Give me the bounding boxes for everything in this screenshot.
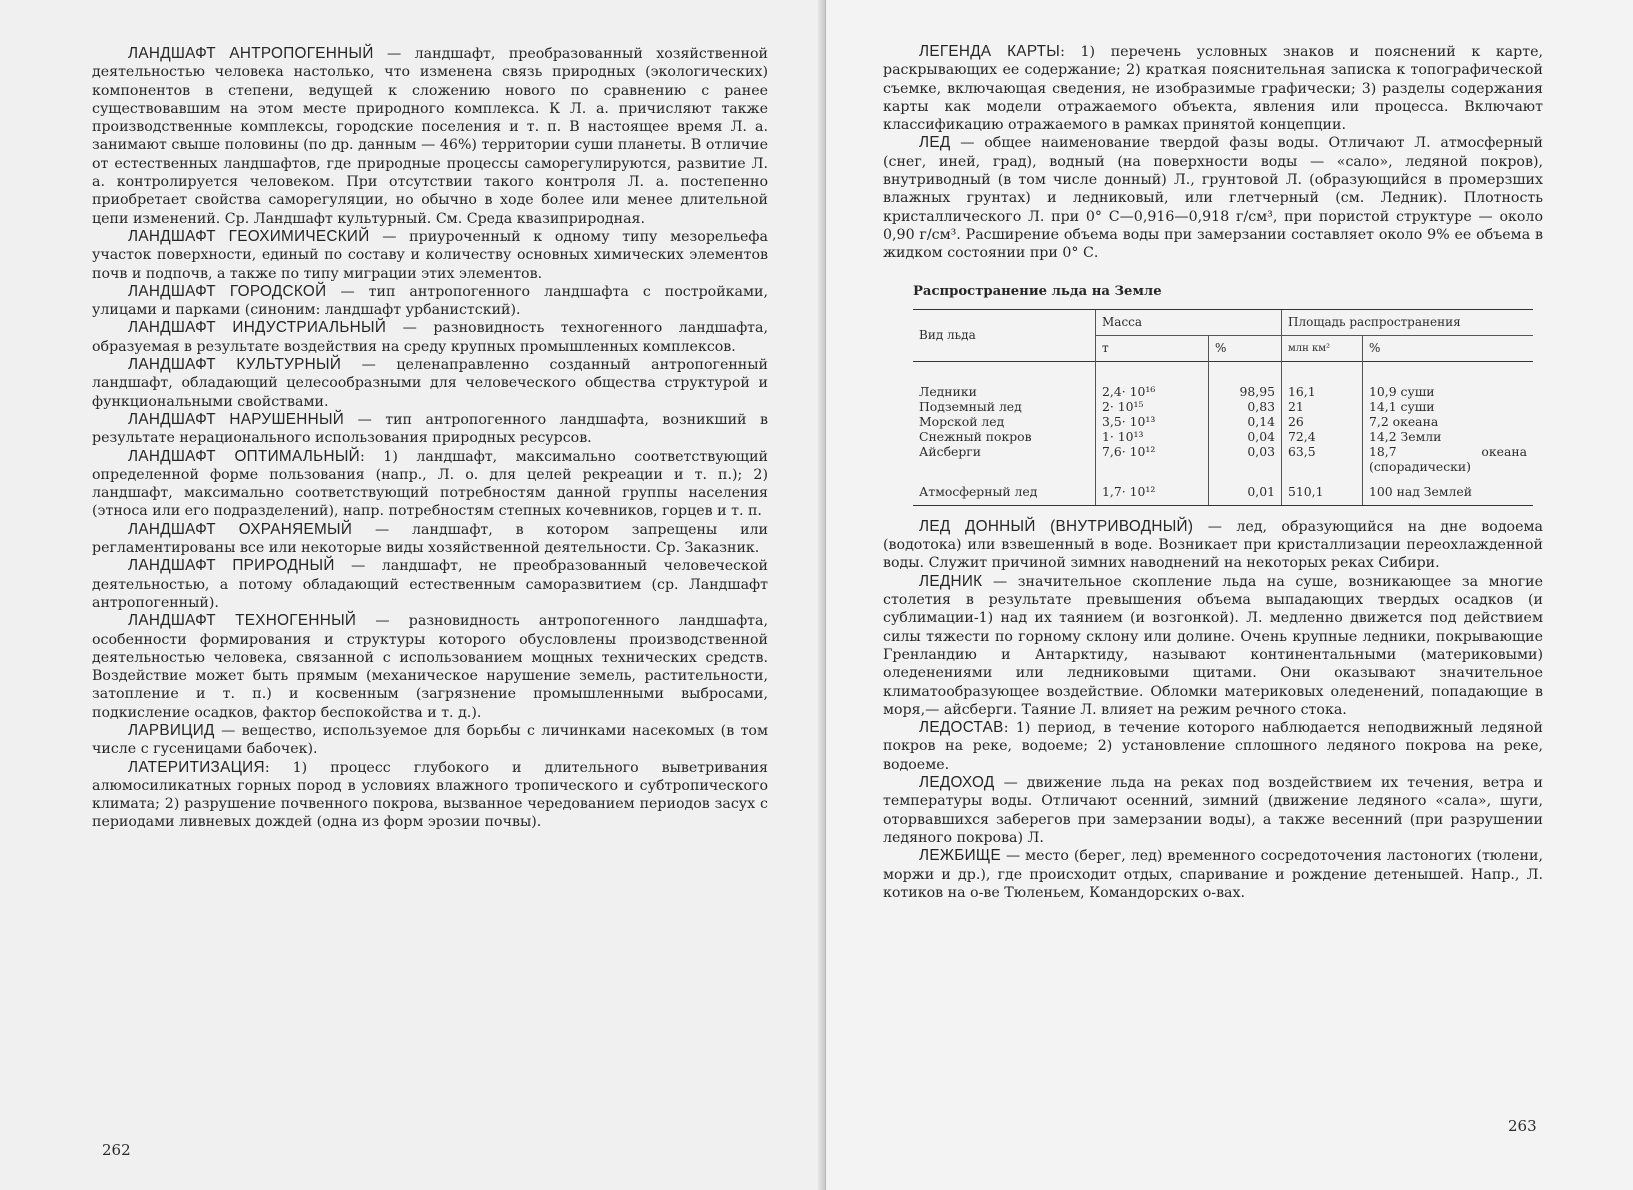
- entry-definition: — разновидность антропогенного ландшафта, особенности формирования и структуры которого обусловлены производственной деятельностью человека, связанной с использованием мощных технических средств. Воздействие может быть прямым (механическое нарушение земель, растительности, затопление и т. п.) и косвенным (загрязнение промышленными выбросами, подкисление осадков, фактор беспокойства и т. д.).: [92, 613, 768, 721]
- cell-kind: Морской лед: [919, 413, 1005, 429]
- left-page-text: [92, 45, 768, 832]
- table-row: [913, 444, 1533, 474]
- cell-mass-t: 2,4· 10¹⁶: [1096, 361, 1209, 399]
- ice-table-block: [913, 283, 1543, 506]
- right-page: [826, 0, 1633, 1190]
- page-number-left: 262: [102, 1141, 131, 1159]
- entry: [92, 557, 768, 612]
- cell-mass-pct: 98,95: [1209, 361, 1282, 399]
- entry-definition: — значительное скопление льда на суше, возникающее за многие столетия в результате превышения объема выпадающих твердых осадков (и сублимации-1) над их таянием (и возгонкой). Л. медленно движется под действием силы тяжести по горному склону или долине. Очень крупные ледники, покрывающие Гренландию и Антарктиду, называют континентальными (материковыми) оледенениями или ледниковыми щитами. Они оказывают значительное климатообразующее воздействие. Обломки материковых оледенений, попадающие в моря,— айсберги. Таяние Л. влияет на режим речного стока.: [883, 573, 1543, 718]
- cell-mass-pct: 0,04: [1209, 429, 1282, 444]
- entry-headword: ЛАНДШАФТ ИНДУСТРИАЛЬНЫЙ: [128, 319, 387, 337]
- table-row: [913, 361, 1533, 399]
- entry-definition: — тип антропогенного ландшафта с постройками, улицами и парками (синоним: ландшафт урбанистский).: [92, 283, 768, 319]
- entry-definition: — ландшафт, преобразованный хозяйственной деятельностью человека настолько, что изменена связь природных (экологических) компонентов в степени, ведущей к сложению нового по сравнению с ранее существовавшим на этом месте природного комплекса. К Л. а. причисляют также производственные комплексы, городские поселения и т. п. В настоящее время Л. а. занимают свыше половины (по др. данным — 46%) территории суши планеты. В отличие от естественных ландшафтов, где природные процессы саморегулируются, развитие Л. а. контролируется человеком. При отсутствии такого контроля Л. а. постепенно приобретает свойства саморегуляции, но обычно в ходе более или менее длительной цепи изменений. Ср. Ландшафт культурный. См. Среда квазиприродная.: [92, 46, 768, 227]
- entry: [883, 43, 1543, 134]
- table-row: [913, 399, 1533, 414]
- entry-headword: ЛЕД ДОННЫЙ (ВНУТРИВОДНЫЙ): [919, 517, 1194, 535]
- entry: [883, 774, 1543, 847]
- cell-area: 63,5: [1282, 444, 1363, 474]
- entry-definition: — ландшафт, в котором запрещены или регламентированы все или некоторые виды хозяйственной деятельности. Ср. Заказник.: [92, 521, 768, 557]
- entry-definition: — лед, образующийся на дне водоема (водотока) или взвешенный в воде. Возникает при кристаллизации переохлажденной воды. Служит причиной зимних наводнений на некоторых реках Сибири.: [883, 518, 1543, 572]
- cell-kind: Подземный лед: [919, 398, 1022, 414]
- entry-definition: — приуроченный к одному типу мезорельефа участок поверхности, единый по составу и количеству основных химических элементов почв и подпочв, а также по типу миграции этих элементов.: [92, 228, 768, 282]
- cell-mass-pct: 0,03: [1209, 444, 1282, 474]
- table-row: [913, 414, 1533, 429]
- cell-area: 510,1: [1282, 474, 1363, 506]
- entry-headword: ЛАНДШАФТ ГОРОДСКОЙ: [128, 282, 327, 300]
- cell-area-pct: 14,1 суши: [1363, 399, 1534, 414]
- cell-mass-pct: 0,14: [1209, 414, 1282, 429]
- cell-area: 26: [1282, 414, 1363, 429]
- entry-headword: ЛАНДШАФТ НАРУШЕННЫЙ: [128, 410, 345, 428]
- entry-definition: — ландшафт, не преобразованный человеческой деятельностью, а потому обладающий естественным саморазвитием (ср. Ландшафт антропогенный).: [92, 558, 768, 611]
- entry-headword: ЛЕДОСТАВ: [919, 719, 1004, 737]
- entry-definition: — целенаправленно созданный антропогенный ландшафт, обладающий целесообразными для человеческого общества структурой и функциональными свойствами.: [92, 357, 768, 410]
- cell-area-pct: 14,2 Земли: [1363, 429, 1534, 444]
- cell-mass-t: 7,6· 10¹²: [1096, 444, 1209, 474]
- entry-definition: — разновидность техногенного ландшафта, образуемая в результате воздействия на среду крупных промышленных комплексов.: [92, 320, 768, 355]
- cell-kind: Айсберги: [919, 443, 982, 459]
- cell-area: 21: [1282, 399, 1363, 414]
- entry: [92, 411, 768, 448]
- cell-area-pct: 7,2 океана: [1363, 414, 1534, 429]
- entry-headword: ЛАТЕРИТИЗАЦИЯ: [128, 758, 265, 776]
- entry: [92, 448, 768, 521]
- entry-headword: ЛЕДОХОД: [919, 774, 995, 792]
- entry-definition: : 1) процесс глубокого и длительного выветривания алюмосиликатных горных пород в условиях влажного тропического и субтропического климата; 2) разрушение почвенного покрова, вызванное чередованием периодов засух с периодами ливневых дождей (одна из форм эрозии почвы).: [92, 759, 768, 831]
- entry-headword: ЛАНДШАФТ ОПТИМАЛЬНЫЙ: [128, 447, 360, 465]
- entry-definition: — вещество, используемое для борьбы с личинками насекомых (в том числе с гусеницами бабочек).: [92, 722, 768, 758]
- entry: [92, 722, 768, 759]
- cell-mass-pct: 0,01: [1209, 474, 1282, 506]
- entry: [883, 518, 1543, 573]
- header-tonnes: т: [1096, 335, 1209, 361]
- header-kind: Вид льда: [913, 309, 1096, 361]
- entry-definition: — общее наименование твердой фазы воды. Отличают Л. атмосферный (снег, иней, град), водный (на поверхности воды — «сало», ледяной покров), внутриводный (в том числе донный) Л., грунтовой Л. (образующийся в промерзших влажных грунтах) и ледниковый, или глетчерный (см. Ледник). Плотность кристаллического Л. при 0° С—0,916—0,918 г/см³, при пористой структуре — около 0,90 г/см³. Расширение объема воды при замерзании составляет около 9% ее объема в жидком состоянии при 0° С.: [883, 135, 1543, 262]
- header-mln-km2: млн км²: [1282, 335, 1363, 361]
- ice-distribution-table: [913, 309, 1533, 506]
- header-area-percent: %: [1363, 335, 1534, 361]
- header-area: Площадь распространения: [1282, 309, 1534, 335]
- cell-mass-t: 2· 10¹⁵: [1096, 399, 1209, 414]
- entry: [92, 759, 768, 832]
- cell-area-pct: 10,9 суши: [1363, 361, 1534, 399]
- cell-area: 16,1: [1282, 361, 1363, 399]
- entry: [92, 283, 768, 320]
- cell-area-pct: 18,7 океана (спорадически): [1363, 444, 1534, 474]
- cell-area: 72,4: [1282, 429, 1363, 444]
- entry-headword: ЛЕГЕНДА КАРТЫ: [919, 43, 1061, 60]
- entry-definition: : 1) период, в течение которого наблюдается неподвижный ледяной покров на реке, водоеме; 2) установление сплошного ледяного покрова на реке, водоеме.: [883, 720, 1543, 773]
- table-row: [913, 429, 1533, 444]
- entry: [92, 45, 768, 228]
- cell-mass-t: 3,5· 10¹³: [1096, 414, 1209, 429]
- header-mass: Масса: [1096, 309, 1282, 335]
- entry: [883, 134, 1543, 262]
- header-mass-percent: %: [1209, 335, 1282, 361]
- cell-kind: Ледники: [913, 361, 1096, 399]
- entry-headword: ЛАНДШАФТ ПРИРОДНЫЙ: [128, 557, 335, 575]
- entry: [883, 573, 1543, 719]
- entry: [92, 228, 768, 283]
- entry-definition: — место (берег, лед) временного сосредоточения ластоногих (тюлени, моржи и др.), где происходит отдых, спаривание и рождение детенышей. Напр., Л. котиков на о-ве Тюленьем, Командорских о-вах.: [883, 848, 1543, 901]
- right-page-text: [883, 43, 1543, 902]
- entry: [883, 847, 1543, 902]
- page-number-right: 263: [1508, 1117, 1537, 1135]
- entry-headword: ЛАНДШАФТ ГЕОХИМИЧЕСКИЙ: [128, 227, 370, 245]
- entry: [92, 319, 768, 356]
- cell-mass-pct: 0,83: [1209, 399, 1282, 414]
- entry-headword: ЛЕДНИК: [919, 572, 983, 590]
- entry-headword: ЛАНДШАФТ ТЕХНОГЕННЫЙ: [128, 612, 357, 630]
- cell-mass-t: 1,7· 10¹²: [1096, 474, 1209, 506]
- entry: [92, 356, 768, 411]
- entry-headword: ЛАНДШАФТ ОХРАНЯЕМЫЙ: [128, 520, 353, 538]
- entry-headword: ЛЕД: [919, 134, 951, 152]
- entry-headword: ЛАРВИЦИД: [128, 721, 215, 739]
- entry-definition: — тип антропогенного ландшафта, возникший в результате нерационального использования природных ресурсов.: [92, 411, 768, 447]
- entry-headword: ЛАНДШАФТ КУЛЬТУРНЫЙ: [128, 356, 342, 374]
- cell-kind: Снежный покров: [919, 428, 1032, 444]
- entry-headword: ЛАНДШАФТ АНТРОПОГЕННЫЙ: [128, 45, 374, 62]
- entry-definition: — движение льда на реках под воздействием их течения, ветра и температуры воды. Отличают осенний, зимний (движение ледяного «сала», шуги, оторвавшихся заберегов при замерзании воды), а также весенний (при разрушении ледяного покрова) Л.: [883, 775, 1543, 846]
- cell-kind: Атмосферный лед: [913, 474, 1096, 506]
- entry-definition: : 1) перечень условных знаков и пояснений к карте, раскрывающих ее содержание; 2) краткая пояснительная записка к топографической съемке, включающая сведения, не изобразимые графически; 3) разделы содержания карты как модели отражаемого объекта, явления или процесса. Включают классификацию отражаемого в рамках принятой концепции.: [883, 44, 1543, 134]
- entry: [883, 719, 1543, 774]
- entry-headword: ЛЕЖБИЩЕ: [919, 847, 1002, 865]
- cell-mass-t: 1· 10¹³: [1096, 429, 1209, 444]
- entry: [92, 612, 768, 722]
- cell-area-pct: 100 над Землей: [1363, 474, 1534, 506]
- entry-definition: : 1) ландшафт, максимально соответствующий определенной форме пользования (напр., Л. о. для целей рекреации и т. п.); 2) ландшафт, максимально соответствующий потребностям данной группы населения (этноса или его подразделений), напр. потребностям степных кочевников, горцев и т. п.: [92, 448, 768, 520]
- table-row: [913, 474, 1533, 506]
- entry: [92, 521, 768, 558]
- table-title: Распространение льда на Земле: [913, 283, 1162, 299]
